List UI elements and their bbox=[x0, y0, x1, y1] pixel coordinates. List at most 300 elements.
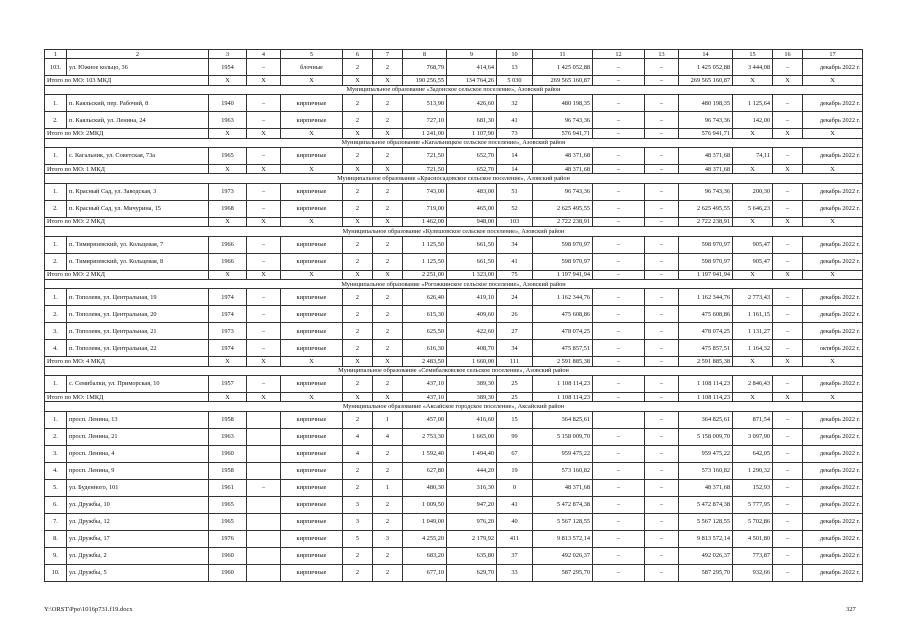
table-cell: 475 608,86 bbox=[533, 306, 593, 323]
table-cell: – bbox=[593, 376, 645, 393]
table-cell: 1961 bbox=[209, 479, 247, 496]
column-number: 17 bbox=[803, 50, 863, 59]
building-address: просп. Ленина, 13 bbox=[67, 411, 209, 428]
table-cell: 661,50 bbox=[447, 236, 497, 253]
table-cell: – bbox=[645, 59, 679, 76]
table-cell: – bbox=[773, 112, 803, 129]
table-cell: 2 179,92 bbox=[447, 530, 497, 547]
table-cell: 2 bbox=[343, 253, 373, 270]
subtotal-cell: – bbox=[593, 129, 645, 138]
table-cell: 25 bbox=[497, 376, 533, 393]
table-cell: 2 bbox=[373, 445, 403, 462]
subtotal-cell: 2 251,00 bbox=[403, 270, 447, 279]
table-cell: 34 bbox=[497, 340, 533, 357]
building-row bbox=[45, 411, 863, 428]
table-cell: – bbox=[645, 200, 679, 217]
table-cell: – bbox=[593, 147, 645, 164]
table-cell: 27 bbox=[497, 323, 533, 340]
table-cell: – bbox=[593, 530, 645, 547]
table-cell: 142,00 bbox=[733, 112, 773, 129]
table-cell: 411 bbox=[497, 530, 533, 547]
building-row bbox=[45, 253, 863, 270]
subtotal-cell: X bbox=[373, 164, 403, 173]
table-cell: 0 bbox=[497, 479, 533, 496]
table-cell: 768,79 bbox=[403, 59, 447, 76]
table-cell: декабрь 2022 г. bbox=[803, 513, 863, 530]
building-address: ул. Южное кольцо, 36 bbox=[67, 59, 209, 76]
table-cell: 1966 bbox=[209, 236, 247, 253]
subtotal-cell: – bbox=[645, 357, 679, 366]
subtotal-cell: X bbox=[281, 357, 343, 366]
table-cell: 2. bbox=[45, 112, 67, 129]
table-cell: 3 bbox=[343, 496, 373, 513]
column-number: 10 bbox=[497, 50, 533, 59]
municipality-section-row bbox=[45, 366, 863, 375]
table-cell: – bbox=[773, 376, 803, 393]
table-cell: 437,10 bbox=[403, 376, 447, 393]
subtotal-cell: 1 241,00 bbox=[403, 129, 447, 138]
table-cell: 1954 bbox=[209, 59, 247, 76]
table-cell: – bbox=[593, 289, 645, 306]
table-cell: 2 bbox=[373, 200, 403, 217]
table-cell: 475 857,51 bbox=[679, 340, 733, 357]
municipality-title: Муниципальное образование «Аксайское городское поселение», Аксайский район bbox=[45, 402, 863, 411]
footer-page-number: 327 bbox=[846, 606, 856, 613]
municipality-title: Муниципальное образование «Кагальницкое сельское поселение», Азовский район bbox=[45, 138, 863, 147]
table-cell: декабрь 2022 г. bbox=[803, 547, 863, 564]
subtotal-cell: 1 108 114,23 bbox=[533, 393, 593, 402]
table-cell: кирпичные bbox=[281, 236, 343, 253]
table-cell: 2. bbox=[45, 200, 67, 217]
table-cell: 2 bbox=[343, 547, 373, 564]
table-cell: 1973 bbox=[209, 183, 247, 200]
table-cell: – bbox=[247, 306, 281, 323]
subtotal-cell: 576 941,71 bbox=[679, 129, 733, 138]
table-cell: кирпичные bbox=[281, 112, 343, 129]
table-cell: 1 425 052,88 bbox=[679, 59, 733, 76]
municipality-section-row bbox=[45, 227, 863, 236]
subtotal-cell: X bbox=[343, 270, 373, 279]
subtotal-cell: – bbox=[645, 129, 679, 138]
table-cell bbox=[247, 564, 281, 581]
table-cell: кирпичные bbox=[281, 496, 343, 513]
subtotal-cell: X bbox=[247, 393, 281, 402]
table-cell: кирпичные bbox=[281, 340, 343, 357]
table-cell: – bbox=[247, 479, 281, 496]
table-cell: 5 777,95 bbox=[733, 496, 773, 513]
subtotal-label: Итого по МО: 2 МКД bbox=[45, 217, 209, 226]
table-cell: 598 970,97 bbox=[533, 236, 593, 253]
subtotal-cell: X bbox=[803, 76, 863, 85]
table-cell: – bbox=[773, 479, 803, 496]
table-cell: 426,60 bbox=[447, 95, 497, 112]
table-cell: 48 371,68 bbox=[533, 479, 593, 496]
table-cell: – bbox=[247, 200, 281, 217]
table-cell: 573 160,82 bbox=[679, 462, 733, 479]
subtotal-cell: X bbox=[733, 217, 773, 226]
municipality-title: Муниципальное образование «Семибалковское сельское поселение», Азовский район bbox=[45, 366, 863, 375]
subtotal-cell: X bbox=[773, 357, 803, 366]
subtotal-cell: 1 660,00 bbox=[447, 357, 497, 366]
subtotal-cell: 1 197 941,94 bbox=[679, 270, 733, 279]
table-cell: 422,60 bbox=[447, 323, 497, 340]
table-cell: 1. bbox=[45, 183, 67, 200]
table-cell: – bbox=[645, 479, 679, 496]
table-cell: – bbox=[593, 479, 645, 496]
subtotal-label: Итого по МО: 1 МКД bbox=[45, 164, 209, 173]
subtotal-cell: X bbox=[733, 270, 773, 279]
table-cell: 721,50 bbox=[403, 147, 447, 164]
table-cell: 629,70 bbox=[447, 564, 497, 581]
subtotal-cell: 48 371,68 bbox=[533, 164, 593, 173]
table-cell: – bbox=[593, 253, 645, 270]
table-cell: 2 bbox=[343, 183, 373, 200]
table-cell: 19 bbox=[497, 462, 533, 479]
table-cell: 947,20 bbox=[447, 496, 497, 513]
subtotal-cell: 721,50 bbox=[403, 164, 447, 173]
subtotal-cell: X bbox=[733, 129, 773, 138]
table-cell: кирпичные bbox=[281, 445, 343, 462]
table-cell: 2 846,43 bbox=[733, 376, 773, 393]
table-cell: 37 bbox=[497, 547, 533, 564]
table-cell: – bbox=[247, 95, 281, 112]
table-cell: 48 371,68 bbox=[679, 147, 733, 164]
subtotal-row bbox=[45, 76, 863, 85]
column-number: 11 bbox=[533, 50, 593, 59]
table-cell: – bbox=[645, 306, 679, 323]
table-cell: 409,60 bbox=[447, 306, 497, 323]
table-cell: 2 625 495,55 bbox=[533, 200, 593, 217]
building-row bbox=[45, 445, 863, 462]
table-cell: 4. bbox=[45, 340, 67, 357]
table-cell: 2 bbox=[343, 112, 373, 129]
table-cell: 4 bbox=[343, 428, 373, 445]
subtotal-label: Итого по МО: 2 МКД bbox=[45, 270, 209, 279]
table-cell: – bbox=[247, 289, 281, 306]
table-cell: – bbox=[645, 289, 679, 306]
table-cell: 5 472 874,38 bbox=[679, 496, 733, 513]
table-cell: 1974 bbox=[209, 340, 247, 357]
table-cell: 8. bbox=[45, 530, 67, 547]
table-cell: 457,00 bbox=[403, 411, 447, 428]
subtotal-cell: X bbox=[209, 76, 247, 85]
building-address: п. Тимирязевский, ул. Кольцевая, 8 bbox=[67, 253, 209, 270]
subtotal-cell: X bbox=[773, 393, 803, 402]
subtotal-cell: X bbox=[209, 164, 247, 173]
subtotal-cell: – bbox=[593, 393, 645, 402]
table-cell: кирпичные bbox=[281, 147, 343, 164]
subtotal-cell: 652,70 bbox=[447, 164, 497, 173]
table-cell: 1960 bbox=[209, 547, 247, 564]
table-cell: 67 bbox=[497, 445, 533, 462]
table-cell: – bbox=[773, 253, 803, 270]
table-cell: 475 857,51 bbox=[533, 340, 593, 357]
subtotal-row bbox=[45, 357, 863, 366]
table-cell: 2 bbox=[373, 306, 403, 323]
table-cell: – bbox=[773, 445, 803, 462]
building-address: ул. Дружбы, 10 bbox=[67, 496, 209, 513]
table-cell bbox=[247, 428, 281, 445]
table-cell: 625,50 bbox=[403, 323, 447, 340]
column-number: 14 bbox=[679, 50, 733, 59]
table-cell: 2 bbox=[373, 95, 403, 112]
table-cell: – bbox=[645, 411, 679, 428]
subtotal-cell: X bbox=[209, 217, 247, 226]
table-cell: 478 074,25 bbox=[533, 323, 593, 340]
table-cell: декабрь 2022 г. bbox=[803, 289, 863, 306]
building-row bbox=[45, 340, 863, 357]
table-cell: 1 125,50 bbox=[403, 253, 447, 270]
subtotal-cell: X bbox=[803, 393, 863, 402]
table-cell: – bbox=[773, 411, 803, 428]
table-cell: 1 bbox=[373, 479, 403, 496]
table-cell: 3 bbox=[343, 513, 373, 530]
table-cell: 2 bbox=[343, 479, 373, 496]
table-cell: – bbox=[247, 112, 281, 129]
table-cell: 3. bbox=[45, 445, 67, 462]
table-cell: – bbox=[645, 513, 679, 530]
table-cell: 1976 bbox=[209, 530, 247, 547]
table-cell: 1 125,64 bbox=[733, 95, 773, 112]
column-number-row bbox=[45, 50, 863, 59]
table-cell: декабрь 2022 г. bbox=[803, 462, 863, 479]
municipality-section-row bbox=[45, 138, 863, 147]
subtotal-cell: X bbox=[247, 217, 281, 226]
table-cell: 4 bbox=[373, 428, 403, 445]
municipality-section-row bbox=[45, 174, 863, 183]
table-cell: 152,93 bbox=[733, 479, 773, 496]
table-cell: 2 bbox=[343, 289, 373, 306]
table-cell: 3 444,08 bbox=[733, 59, 773, 76]
building-address: п. Тополевя, ул. Центральная, 19 bbox=[67, 289, 209, 306]
table-cell: кирпичные bbox=[281, 479, 343, 496]
table-cell: – bbox=[773, 564, 803, 581]
table-cell: 9 813 572,14 bbox=[533, 530, 593, 547]
subtotal-cell: X bbox=[247, 270, 281, 279]
table-cell: 513,90 bbox=[403, 95, 447, 112]
table-cell: – bbox=[593, 340, 645, 357]
table-cell: кирпичные bbox=[281, 428, 343, 445]
table-cell: октябрь 2022 г. bbox=[803, 340, 863, 357]
building-row bbox=[45, 112, 863, 129]
subtotal-cell: – bbox=[593, 270, 645, 279]
table-cell: 5 702,86 bbox=[733, 513, 773, 530]
table-cell: декабрь 2022 г. bbox=[803, 323, 863, 340]
table-cell: 2 bbox=[373, 253, 403, 270]
table-cell bbox=[247, 411, 281, 428]
table-cell: 389,30 bbox=[447, 376, 497, 393]
table-cell: 5 472 874,38 bbox=[533, 496, 593, 513]
table-cell: 1. bbox=[45, 411, 67, 428]
subtotal-row bbox=[45, 393, 863, 402]
table-cell: 587 295,70 bbox=[679, 564, 733, 581]
subtotal-cell: X bbox=[773, 129, 803, 138]
subtotal-cell: 25 bbox=[497, 393, 533, 402]
subtotal-cell: X bbox=[733, 393, 773, 402]
table-cell: 3 097,90 bbox=[733, 428, 773, 445]
subtotal-row bbox=[45, 164, 863, 173]
table-cell: декабрь 2022 г. bbox=[803, 530, 863, 547]
table-cell: 2 bbox=[373, 147, 403, 164]
table-cell: – bbox=[593, 236, 645, 253]
table-cell: декабрь 2022 г. bbox=[803, 95, 863, 112]
column-number: 16 bbox=[773, 50, 803, 59]
building-row bbox=[45, 236, 863, 253]
table-cell: – bbox=[593, 306, 645, 323]
subtotal-cell: X bbox=[773, 217, 803, 226]
subtotal-cell: X bbox=[281, 270, 343, 279]
table-cell bbox=[247, 462, 281, 479]
table-cell: 2 bbox=[373, 564, 403, 581]
building-address: ул. Дружбы, 12 bbox=[67, 513, 209, 530]
table-cell: 9 813 572,14 bbox=[679, 530, 733, 547]
table-cell: 4 bbox=[343, 445, 373, 462]
table-cell: декабрь 2022 г. bbox=[803, 200, 863, 217]
building-row bbox=[45, 200, 863, 217]
subtotal-cell: 111 bbox=[497, 357, 533, 366]
building-address: с. Кагальник, ул. Советская, 73а bbox=[67, 147, 209, 164]
building-address: ул. Буденного, 101 bbox=[67, 479, 209, 496]
subtotal-cell: 1 462,00 bbox=[403, 217, 447, 226]
table-cell: 2 625 495,55 bbox=[679, 200, 733, 217]
table-cell: 5 158 009,70 bbox=[679, 428, 733, 445]
table-cell: декабрь 2022 г. bbox=[803, 183, 863, 200]
building-address: ул. Дружбы, 2 bbox=[67, 547, 209, 564]
subtotal-cell: X bbox=[343, 393, 373, 402]
subtotal-cell: X bbox=[247, 164, 281, 173]
table-cell: 34 bbox=[497, 236, 533, 253]
table-cell: кирпичные bbox=[281, 513, 343, 530]
table-cell: – bbox=[593, 59, 645, 76]
table-cell: кирпичные bbox=[281, 323, 343, 340]
table-cell: 2 bbox=[343, 306, 373, 323]
table-cell: – bbox=[593, 95, 645, 112]
municipality-title: Муниципальное образование «Рогожкинское сельское поселение», Азовский район bbox=[45, 279, 863, 288]
table-cell: – bbox=[247, 147, 281, 164]
table-cell: 2 bbox=[343, 462, 373, 479]
building-row bbox=[45, 428, 863, 445]
table-cell: – bbox=[593, 564, 645, 581]
building-row bbox=[45, 183, 863, 200]
subtotal-cell: 134 764,26 bbox=[447, 76, 497, 85]
table-cell: 1. bbox=[45, 147, 67, 164]
table-cell: 51 bbox=[497, 183, 533, 200]
column-number: 4 bbox=[247, 50, 281, 59]
table-cell: 905,47 bbox=[733, 236, 773, 253]
table-cell: – bbox=[247, 376, 281, 393]
column-number: 8 bbox=[403, 50, 447, 59]
table-cell: 615,30 bbox=[403, 306, 447, 323]
table-cell: 32 bbox=[497, 95, 533, 112]
table-cell: 414,64 bbox=[447, 59, 497, 76]
table-cell: – bbox=[773, 428, 803, 445]
table-cell: кирпичные bbox=[281, 547, 343, 564]
subtotal-cell: – bbox=[645, 76, 679, 85]
table-cell bbox=[247, 547, 281, 564]
table-cell: 99 bbox=[497, 428, 533, 445]
table-cell: блочные bbox=[281, 59, 343, 76]
column-number: 3 bbox=[209, 50, 247, 59]
table-cell: 3 bbox=[373, 530, 403, 547]
table-cell: – bbox=[645, 112, 679, 129]
table-cell: 480 198,35 bbox=[533, 95, 593, 112]
municipality-title: Муниципальное образование «Задонское сельское поселение», Азовский район bbox=[45, 85, 863, 94]
table-cell: 33 bbox=[497, 564, 533, 581]
building-row bbox=[45, 530, 863, 547]
table-cell: – bbox=[645, 376, 679, 393]
table-cell: 40 bbox=[497, 513, 533, 530]
building-row bbox=[45, 376, 863, 393]
subtotal-cell: 576 941,71 bbox=[533, 129, 593, 138]
building-address: просп. Ленина, 9 bbox=[67, 462, 209, 479]
table-cell: – bbox=[645, 323, 679, 340]
table-cell: 5. bbox=[45, 479, 67, 496]
table-cell: 10. bbox=[45, 564, 67, 581]
table-cell: 316,30 bbox=[447, 479, 497, 496]
table-cell: 598 970,97 bbox=[679, 236, 733, 253]
subtotal-cell: 1 107,90 bbox=[447, 129, 497, 138]
subtotal-cell: X bbox=[733, 76, 773, 85]
municipality-title: Муниципальное образование «Кулешовское сельское поселение», Азовский район bbox=[45, 227, 863, 236]
building-address: просп. Ленина, 21 bbox=[67, 428, 209, 445]
table-cell: 2 bbox=[373, 462, 403, 479]
table-cell: 616,30 bbox=[403, 340, 447, 357]
column-number: 12 bbox=[593, 50, 645, 59]
table-cell: 652,70 bbox=[447, 147, 497, 164]
table-cell: 480,30 bbox=[403, 479, 447, 496]
table-cell: 419,10 bbox=[447, 289, 497, 306]
subtotal-cell: X bbox=[343, 164, 373, 173]
subtotal-cell: – bbox=[593, 76, 645, 85]
table-cell: – bbox=[247, 340, 281, 357]
building-row bbox=[45, 323, 863, 340]
subtotal-cell: X bbox=[773, 164, 803, 173]
table-cell: 408,70 bbox=[447, 340, 497, 357]
table-cell: декабрь 2022 г. bbox=[803, 376, 863, 393]
table-cell: 683,20 bbox=[403, 547, 447, 564]
table-cell: – bbox=[645, 340, 679, 357]
table-cell: – bbox=[645, 564, 679, 581]
table-cell: 96 743,36 bbox=[533, 183, 593, 200]
subtotal-cell: X bbox=[773, 270, 803, 279]
subtotal-cell: X bbox=[209, 393, 247, 402]
table-cell: – bbox=[593, 323, 645, 340]
table-cell: 96 743,36 bbox=[679, 112, 733, 129]
table-cell: – bbox=[593, 183, 645, 200]
column-number: 1 bbox=[45, 50, 67, 59]
table-cell: кирпичные bbox=[281, 200, 343, 217]
table-cell: 1 049,00 bbox=[403, 513, 447, 530]
table-cell: 1966 bbox=[209, 253, 247, 270]
table-cell: декабрь 2022 г. bbox=[803, 479, 863, 496]
table-cell: – bbox=[773, 147, 803, 164]
table-cell: 26 bbox=[497, 306, 533, 323]
table-cell: 598 970,97 bbox=[533, 253, 593, 270]
table-cell: 1 009,50 bbox=[403, 496, 447, 513]
table-cell: 743,00 bbox=[403, 183, 447, 200]
table-cell: 2 bbox=[343, 323, 373, 340]
table-cell: 626,40 bbox=[403, 289, 447, 306]
subtotal-cell: X bbox=[803, 217, 863, 226]
table-cell: 1957 bbox=[209, 376, 247, 393]
table-cell: декабрь 2022 г. bbox=[803, 445, 863, 462]
table-cell: – bbox=[593, 200, 645, 217]
table-cell: 1 bbox=[373, 411, 403, 428]
column-number: 13 bbox=[645, 50, 679, 59]
table-cell: 1973 bbox=[209, 323, 247, 340]
table-cell: 1 665,00 bbox=[447, 428, 497, 445]
table-cell: 1958 bbox=[209, 411, 247, 428]
